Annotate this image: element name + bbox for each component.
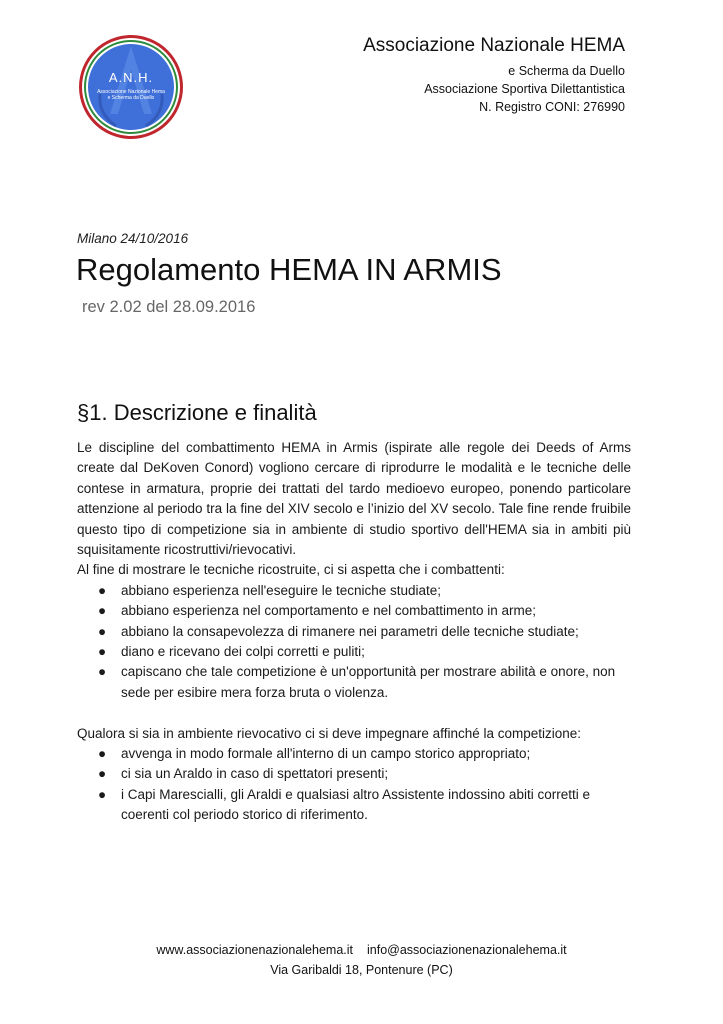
website-link[interactable]: www.associazionenazionalehema.it xyxy=(156,943,353,957)
section-body xyxy=(77,438,631,826)
document-revision: rev 2.02 del 28.09.2016 xyxy=(82,298,256,316)
letterhead xyxy=(363,34,625,116)
org-line-1: e Scherma da Duello xyxy=(508,64,625,78)
bullet-icon: ● xyxy=(98,623,107,639)
bullet-icon: ● xyxy=(98,786,107,802)
intro-paragraph: Le discipline del combattimento HEMA in Armis (ispirate alle regole dei Deeds of Arms create dal DeKoven Conord) vogliono cercare di riprodurre le modalità e le tecniche delle contese in armatura, proprie dei trattati del tardo medioevo europeo, ponendo particolare attenzione al periodo tra la fine del XIV secolo e l’inizio del XV secolo. Tale fine rende fruibile questo tipo di competizione sia in ambiente di studio sportivo dell'HEMA sia in ambiti più squisitamente ricostruttivi/rievocativi. xyxy=(77,440,631,558)
logo-tagline-2: e Scherma da Duello xyxy=(107,95,155,101)
list-item: ● abbiano esperienza nell'eseguire le tecniche studiate; xyxy=(77,581,631,601)
list-lead-2: Qualora si sia in ambiente rievocativo ci si deve impegnare affinché la competizione: xyxy=(77,725,582,741)
bullet-icon: ● xyxy=(98,603,107,619)
list-item: ● ci sia un Araldo in caso di spettatori presenti; xyxy=(77,764,631,784)
combatant-requirements-list xyxy=(77,581,631,703)
org-line-2: Associazione Sportiva Dilettantistica xyxy=(424,82,625,96)
list-item: ● abbiano la consapevolezza di rimanere nei parametri delle tecniche studiate; xyxy=(77,622,631,642)
section-heading: §1. Descrizione e finalità xyxy=(77,400,317,425)
document-title: Regolamento HEMA IN ARMIS xyxy=(76,252,502,287)
list-item: ● i Capi Marescialli, gli Araldi e qualsiasi altro Assistente indossino abiti corretti e coerenti col periodo storico di riferimento. xyxy=(98,786,590,823)
org-name: Associazione Nazionale HEMA xyxy=(363,35,625,56)
address: Via Garibaldi 18, Pontenure (PC) xyxy=(270,963,453,977)
email-link[interactable]: info@associazionenazionalehema.it xyxy=(367,943,567,957)
bullet-icon: ● xyxy=(98,644,107,660)
list-item: ● abbiano esperienza nel comportamento e nel combattimento in arme; xyxy=(77,601,631,621)
bullet-icon: ● xyxy=(98,582,107,598)
logo-initials: A.N.H. xyxy=(108,70,154,85)
org-line-3: N. Registro CONI: 276990 xyxy=(479,100,625,114)
logo-tagline-1: Associazione Nazionale Hema xyxy=(97,89,165,95)
bullet-icon: ● xyxy=(98,746,107,762)
list-item: ● diano e ricevano dei colpi corretti e puliti; xyxy=(77,642,631,662)
document-date: Milano 24/10/2016 xyxy=(77,231,189,246)
list-lead-1: Al fine di mostrare le tecniche ricostruite, ci si aspetta che i combattenti: xyxy=(77,562,505,578)
bullet-icon: ● xyxy=(98,766,107,782)
association-logo xyxy=(78,34,184,140)
reenactment-requirements-list xyxy=(77,744,631,826)
bullet-icon: ● xyxy=(98,664,107,680)
page-footer xyxy=(0,940,723,980)
list-item: ● avvenga in modo formale all'interno di un campo storico appropriato; xyxy=(77,744,631,764)
list-item: ● capiscano che tale competizione è un'opportunità per mostrare abilità e onore, non sede per esibire mera forza bruta o violenza. xyxy=(98,664,616,700)
